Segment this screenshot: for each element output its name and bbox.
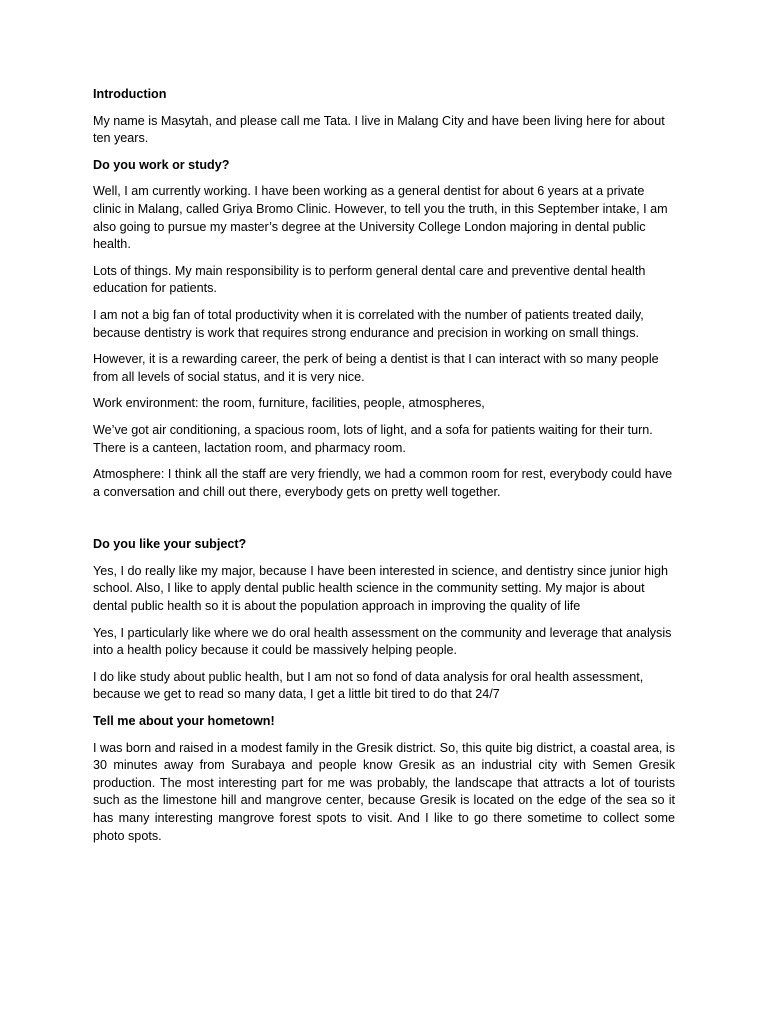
document-page xyxy=(93,86,675,854)
section-heading: Introduction xyxy=(93,87,167,101)
paragraph: Atmosphere: I think all the staff are very friendly, we had a common room for rest, everybody could have a conversation and chill out there, everybody gets on pretty well together. xyxy=(93,467,673,499)
section-spacer xyxy=(93,510,675,536)
paragraph: However, it is a rewarding career, the perk of being a dentist is that I can interact with so many people from all levels of social status, and it is very nice. xyxy=(93,352,659,384)
paragraph: My name is Masytah, and please call me Tata. I live in Malang City and have been living here for about ten years. xyxy=(93,113,665,146)
section-hometown xyxy=(93,713,675,845)
paragraph: Well, I am currently working. I have been working as a general dentist for about 6 years at a private clinic in Malang, called Griya Bromo Clinic. However, to tell you the truth, in this September intake, I am also going to pursue my master’s degree at the University College London majoring in dental public health. xyxy=(93,184,668,252)
section-like-subject xyxy=(93,536,675,704)
section-heading: Do you like your subject? xyxy=(93,537,247,552)
paragraph: Lots of things. My main responsibility is to perform general dental care and preventive dental health education for patients. xyxy=(93,263,646,296)
paragraph: I am not a big fan of total productivity when it is correlated with the number of patients treated daily, because dentistry is work that requires strong endurance and precision in working on small things. xyxy=(93,307,644,340)
paragraph: Yes, I do really like my major, because I have been interested in science, and dentistry since junior high school. Also, I like to apply dental public health science in the community setting. My major is about dental public health so it is about the population approach in improving the quality of life xyxy=(93,563,668,614)
paragraph: We’ve got air conditioning, a spacious room, lots of light, and a sofa for patients waiting for their turn. There is a canteen, lactation room, and pharmacy room. xyxy=(93,422,653,455)
paragraph: Work environment: the room, furniture, facilities, people, atmospheres, xyxy=(93,396,485,411)
section-work-or-study xyxy=(93,157,675,502)
section-introduction xyxy=(93,86,675,148)
paragraph: I was born and raised in a modest family in the Gresik district. So, this quite big district, a coastal area, is 30 minutes away from Surabaya and people know Gresik as an industrial city with Semen Gresik production. The most interesting part for me was probably, the landscape that attracts a lot of tourists such as the limestone hill and mangrove center, because Gresik is located on the edge of the sea so it has many interesting mangrove forest spots to visit. And I like to go there sometime to collect some photo spots. xyxy=(93,740,675,843)
paragraph: I do like study about public health, but I am not so fond of data analysis for oral health assessment, because we get to read so many data, I get a little bit tired to do that 24/7 xyxy=(93,669,644,702)
paragraph: Yes, I particularly like where we do oral health assessment on the community and leverage that analysis into a health policy because it could be massively helping people. xyxy=(93,625,672,658)
section-heading: Tell me about your hometown! xyxy=(93,714,275,729)
section-heading: Do you work or study? xyxy=(93,157,230,172)
